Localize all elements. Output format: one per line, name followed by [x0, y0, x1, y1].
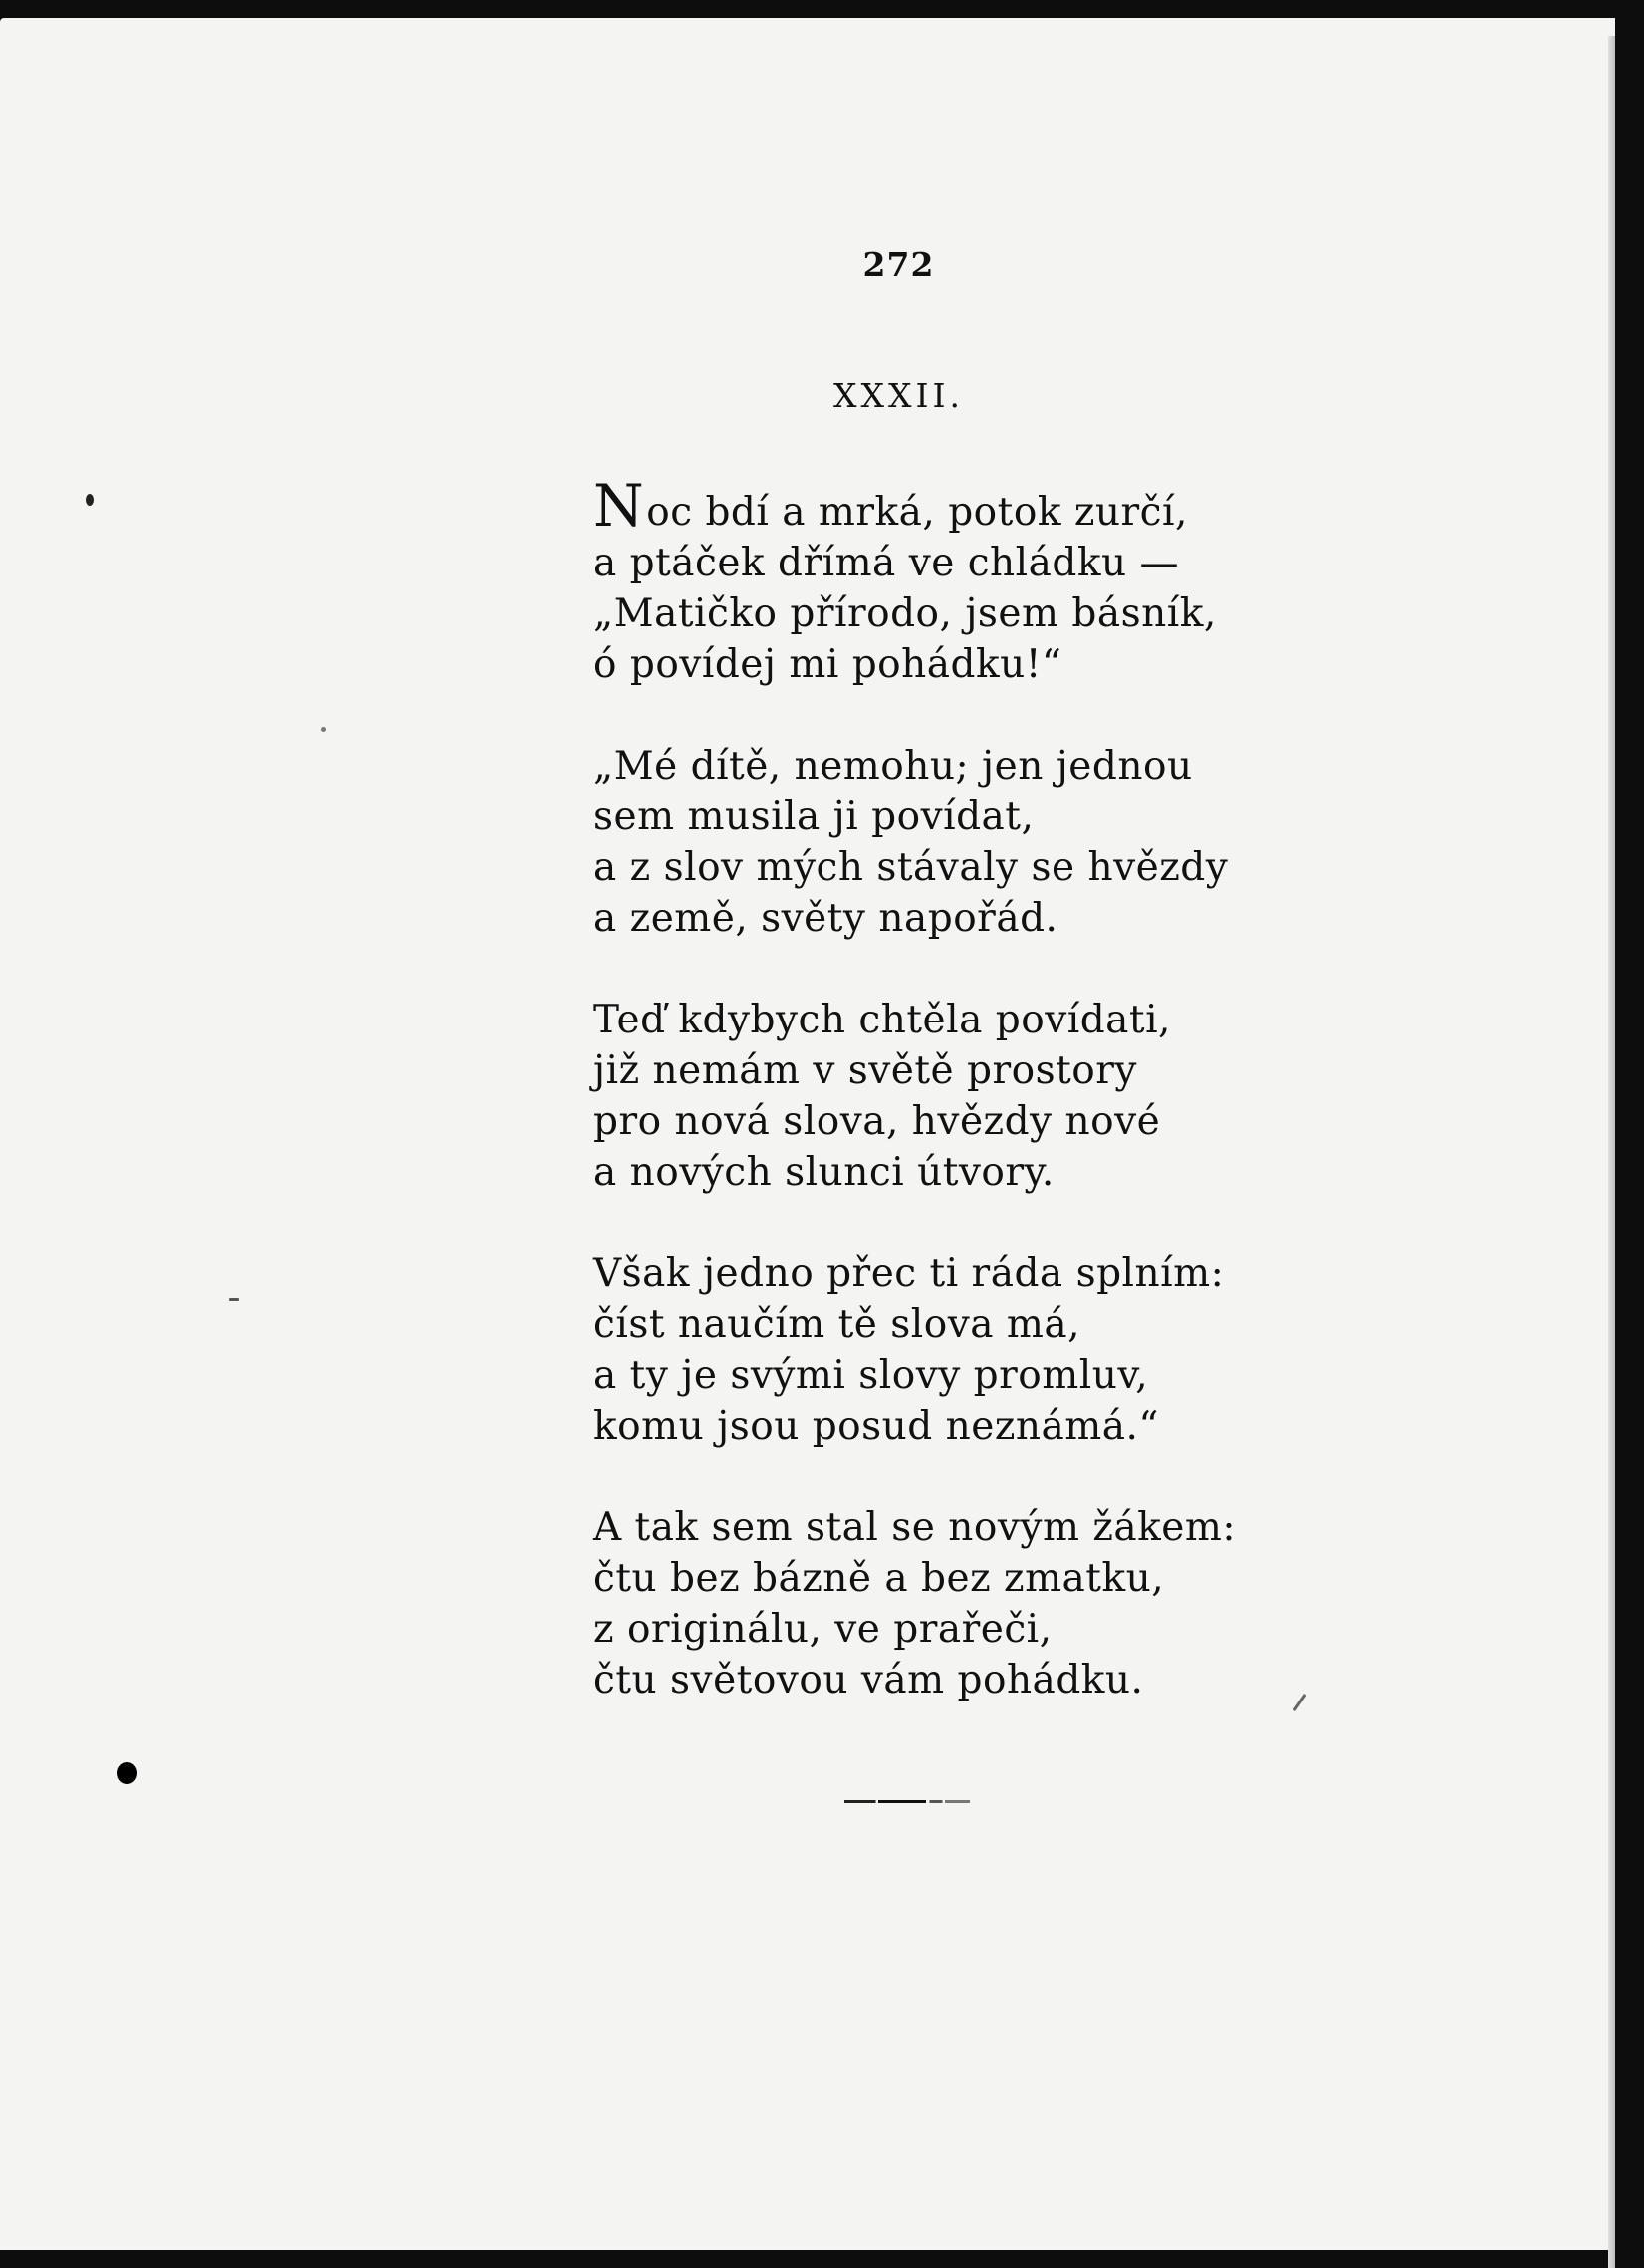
stanza: [593, 741, 1310, 944]
poem-line: Teď kdybych chtěla povídati,: [593, 998, 1171, 1042]
drop-cap: N: [593, 472, 645, 540]
poem-line: a ptáček dřímá ve chládku —: [593, 541, 1180, 585]
poem-line: pro nová slova, hvězdy nové: [593, 1099, 1161, 1144]
poem-number: XXXII.: [832, 376, 965, 415]
poem-line: a z slov mých stávaly se hvězdy: [593, 845, 1229, 890]
poem-line: Však jedno přec ti ráda splním:: [593, 1251, 1225, 1296]
poem-line-rest: oc bdí a mrká, potok zurčí,: [646, 490, 1188, 535]
poem-line: [593, 472, 1310, 540]
stanza: [593, 472, 1310, 690]
poem-line: „Matičko přírodo, jsem básník,: [593, 591, 1217, 636]
poem-line: čtu světovou vám pohádku.: [593, 1658, 1144, 1702]
poem-line: komu jsou posud neznámá.“: [593, 1404, 1159, 1449]
poem-line: A tak sem stal se novým žákem:: [593, 1505, 1236, 1550]
ink-speck: [229, 1298, 239, 1301]
ink-speck: [321, 727, 326, 732]
ink-speck: [86, 494, 94, 506]
poem-line: číst naučím tě slova má,: [593, 1302, 1081, 1347]
ink-speck: [117, 1762, 137, 1784]
poem-line: sem musila ji povídat,: [593, 794, 1035, 839]
book-page: [0, 18, 1615, 2250]
stanza: [593, 995, 1310, 1198]
poem-line: a země, světy napořád.: [593, 896, 1058, 941]
stanza: [593, 1248, 1310, 1452]
poem-line: ó povídej mi pohádku!“: [593, 642, 1062, 687]
poem-line: „Mé dítě, nemohu; jen jednou: [593, 744, 1193, 789]
page-number: 272: [862, 245, 935, 284]
poem-line: z originálu, ve prařeči,: [593, 1607, 1053, 1652]
stanza: [593, 1502, 1310, 1705]
poem-body: [593, 472, 1310, 1756]
page-edge-shadow: [1608, 36, 1615, 2268]
poem-line: a ty je svými slovy promluv,: [593, 1353, 1149, 1398]
poem-line: již nemám v světě prostory: [593, 1048, 1137, 1093]
end-ornament-rule: [844, 1800, 970, 1803]
poem-line: čtu bez bázně a bez zmatku,: [593, 1556, 1165, 1601]
poem-line: a nových slunci útvory.: [593, 1150, 1055, 1195]
